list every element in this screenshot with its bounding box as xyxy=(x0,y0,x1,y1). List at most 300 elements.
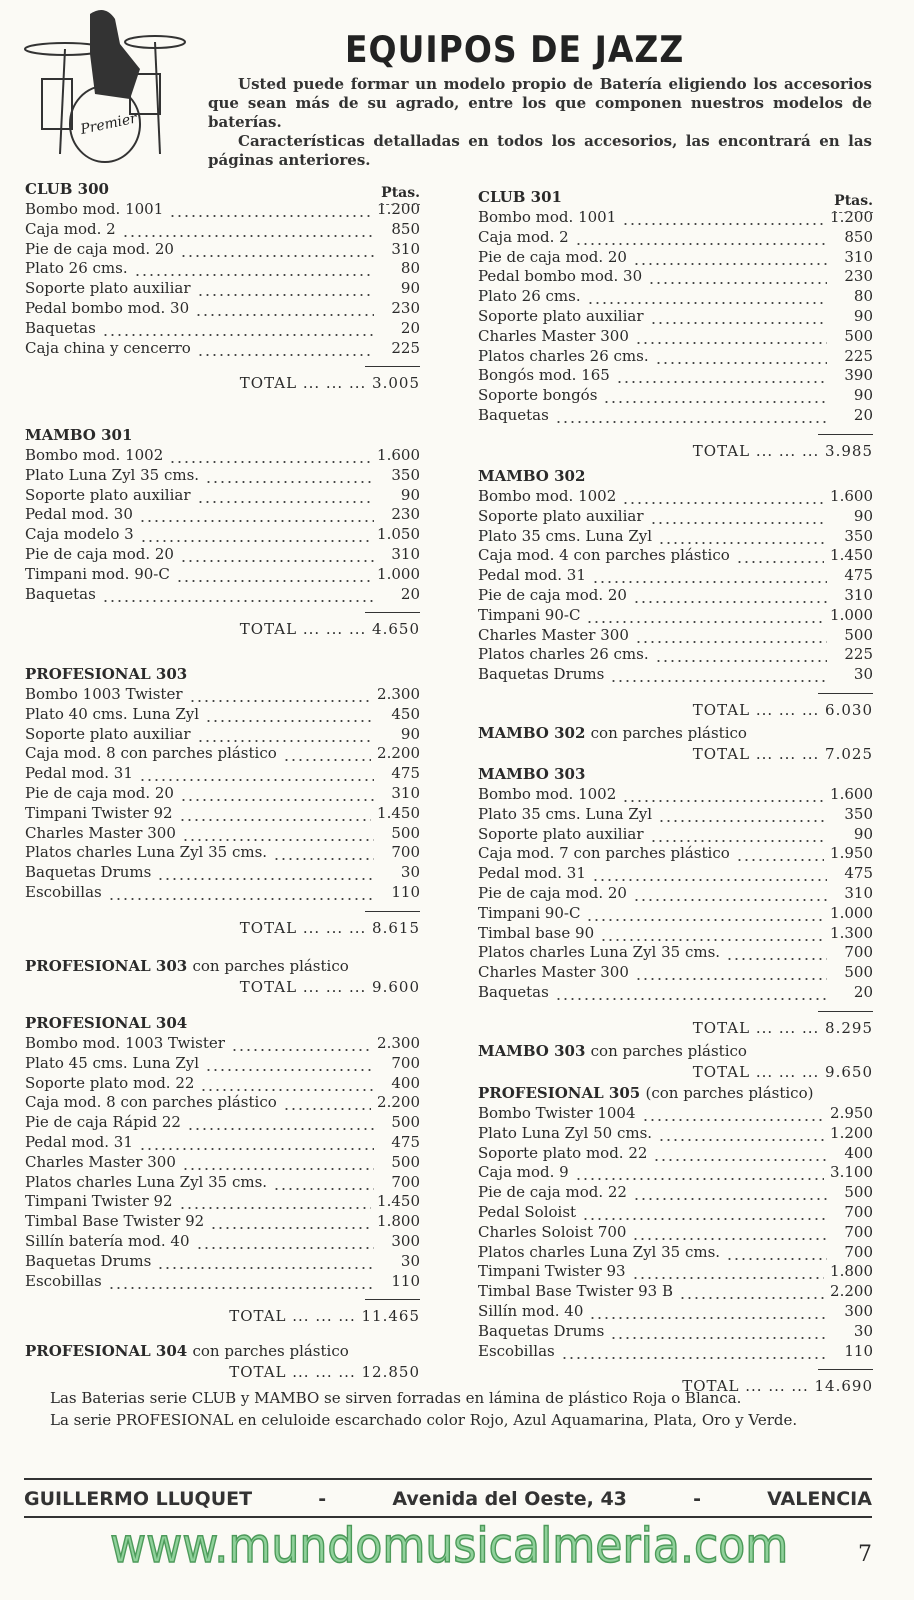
dot-leader xyxy=(726,943,827,963)
item-label: Baquetas Drums xyxy=(25,1251,152,1270)
dot-leader xyxy=(736,844,824,864)
item-price: 500 xyxy=(844,625,873,644)
item-label: Pedal bombo mod. 30 xyxy=(25,298,190,317)
item-label: Soporte bongós xyxy=(478,386,598,405)
dot-leader xyxy=(176,565,371,585)
item-price: 390 xyxy=(844,366,873,385)
table-row xyxy=(478,606,873,626)
drummer-illustration xyxy=(20,4,190,164)
item-price: 20 xyxy=(400,318,420,337)
price-section xyxy=(478,465,873,720)
table-row xyxy=(25,883,420,903)
item-price: 80 xyxy=(853,287,873,306)
dot-leader xyxy=(140,525,371,545)
item-price: 700 xyxy=(844,1222,873,1241)
item-label: Timpani 90-C xyxy=(478,903,581,922)
dot-leader xyxy=(102,319,374,339)
table-row xyxy=(478,645,873,665)
watermark: www.mundomusicalmeria.com xyxy=(110,1518,789,1574)
table-row xyxy=(478,844,873,864)
dot-leader xyxy=(658,527,827,547)
table-row xyxy=(478,1223,873,1243)
table-row xyxy=(25,545,420,565)
table-row xyxy=(25,764,420,784)
item-label: Caja mod. 7 con parches plástico xyxy=(478,844,730,863)
item-price: 225 xyxy=(844,346,873,365)
table-row xyxy=(25,200,420,220)
item-label: Charles Master 300 xyxy=(25,1152,176,1171)
item-label: Pie de caja mod. 20 xyxy=(25,544,174,563)
table-row xyxy=(25,240,420,260)
dot-leader xyxy=(231,1034,371,1054)
table-row xyxy=(478,386,873,406)
total-value: 9.650 xyxy=(825,1063,873,1081)
section-name: MAMBO 303 xyxy=(478,765,586,783)
table-row xyxy=(478,507,873,527)
item-price: 500 xyxy=(391,823,420,842)
item-label: Bombo mod. 1003 Twister xyxy=(25,1034,225,1052)
table-row xyxy=(25,486,420,506)
item-price: 2.300 xyxy=(377,685,420,703)
item-label: Plato 40 cms. Luna Zyl xyxy=(25,704,200,723)
item-price: 1.450 xyxy=(377,1192,420,1211)
dot-leader xyxy=(610,1322,827,1342)
item-label: Pie de caja mod. 20 xyxy=(25,783,174,802)
note-paragraph: Las Baterias serie CLUB y MAMBO se sirven forradas en lámina de plástico Roja o Blanca. xyxy=(50,1389,742,1407)
dot-leader xyxy=(205,466,374,486)
section-name: PROFESIONAL 304 xyxy=(25,1342,188,1360)
city: VALENCIA xyxy=(767,1488,872,1510)
total-rule xyxy=(818,434,873,435)
item-price: 850 xyxy=(844,227,873,246)
item-price: 225 xyxy=(844,645,873,664)
section-name: PROFESIONAL 303 xyxy=(25,665,188,683)
dot-leader xyxy=(195,299,374,319)
dot-leader xyxy=(622,487,824,507)
table-row xyxy=(25,319,420,339)
total-value: 9.600 xyxy=(372,978,420,996)
item-price: 300 xyxy=(391,1231,420,1250)
item-label: Bombo 1003 Twister xyxy=(25,685,183,703)
total-rule xyxy=(365,911,420,912)
total-row xyxy=(25,918,420,938)
dot-leader xyxy=(592,864,827,884)
table-row xyxy=(478,208,873,228)
price-section xyxy=(25,955,420,997)
dot-leader xyxy=(575,1163,824,1183)
item-price: 230 xyxy=(844,267,873,286)
item-price: 400 xyxy=(844,1143,873,1162)
total-label: TOTAL ... ... ... xyxy=(239,620,367,639)
item-label: Pedal mod. 31 xyxy=(25,1132,133,1151)
item-label: Baquetas xyxy=(478,405,549,424)
item-label: Baquetas Drums xyxy=(478,1321,605,1340)
dot-leader xyxy=(182,824,374,844)
intro-paragraph: Usted puede formar un modelo propio de Batería eligiendo los accesorios que sean más de su agrado, entre los que componen nuestros modelos de baterías. xyxy=(208,75,872,131)
dot-leader xyxy=(633,586,827,606)
item-price: 30 xyxy=(853,665,873,684)
table-row xyxy=(25,1212,420,1232)
item-price: 1.050 xyxy=(377,525,420,544)
item-price: 475 xyxy=(391,764,420,783)
dot-leader xyxy=(600,924,824,944)
dot-leader xyxy=(658,805,827,825)
total-label: TOTAL ... ... ... xyxy=(692,441,820,460)
item-price: 1.450 xyxy=(830,546,873,565)
dot-leader xyxy=(139,505,374,525)
section-name: MAMBO 302 xyxy=(478,467,586,485)
total-rule xyxy=(365,612,420,613)
item-price: 1.600 xyxy=(830,487,873,505)
section-name: MAMBO 302 xyxy=(478,724,586,742)
total-label: TOTAL ... ... ... xyxy=(239,374,367,393)
dot-leader xyxy=(200,1074,374,1094)
table-row xyxy=(478,1203,873,1223)
item-label: Bombo mod. 1002 xyxy=(25,446,164,464)
item-price: 475 xyxy=(844,566,873,585)
dot-leader xyxy=(210,1212,371,1232)
item-label: Timbal base 90 xyxy=(478,923,595,942)
item-label: Caja mod. 4 con parches plástico xyxy=(478,546,730,565)
item-label: Charles Master 300 xyxy=(478,625,629,644)
table-row xyxy=(25,705,420,725)
section-name: CLUB 301 xyxy=(478,188,562,206)
item-price: 700 xyxy=(391,1053,420,1072)
dot-leader xyxy=(102,585,374,605)
page-number: 7 xyxy=(858,1542,872,1567)
total-value: 8.295 xyxy=(825,1018,873,1037)
dot-leader xyxy=(610,665,827,685)
table-row xyxy=(478,487,873,507)
item-label: Platos charles Luna Zyl 35 cms. xyxy=(25,843,268,862)
price-section xyxy=(478,1040,873,1082)
table-row xyxy=(25,1173,420,1193)
dot-leader xyxy=(561,1342,827,1362)
item-label: Plato Luna Zyl 35 cms. xyxy=(25,465,200,484)
item-label: Pedal bombo mod. 30 xyxy=(478,267,643,286)
item-price: 1.600 xyxy=(377,446,420,464)
item-label: Pie de caja mod. 20 xyxy=(478,883,627,902)
table-row xyxy=(478,884,873,904)
item-price: 1.200 xyxy=(830,208,873,226)
dot-leader xyxy=(736,546,824,566)
table-row xyxy=(25,863,420,883)
item-price: 475 xyxy=(391,1132,420,1151)
item-price: 310 xyxy=(844,247,873,266)
dot-leader xyxy=(197,339,374,359)
table-row xyxy=(478,864,873,884)
total-label: TOTAL ... ... ... xyxy=(229,1307,356,1326)
table-row xyxy=(478,626,873,646)
item-label: Platos charles 26 cms. xyxy=(478,645,649,664)
item-label: Plato 35 cms. Luna Zyl xyxy=(478,526,653,545)
item-price: 30 xyxy=(400,863,420,882)
item-label: Baquetas xyxy=(25,584,96,603)
item-price: 230 xyxy=(391,505,420,524)
dot-leader xyxy=(180,784,374,804)
table-row xyxy=(25,339,420,359)
item-price: 1.000 xyxy=(377,564,420,583)
total-row xyxy=(478,441,873,461)
item-label: Pie de caja mod. 20 xyxy=(25,239,174,258)
item-label: Soporte plato auxiliar xyxy=(25,279,191,298)
section-subtitle: con parches plástico xyxy=(192,1342,349,1360)
price-section xyxy=(25,1012,420,1326)
dot-leader xyxy=(134,259,374,279)
dot-leader xyxy=(555,983,827,1003)
item-price: 3.100 xyxy=(830,1163,873,1182)
item-price: 90 xyxy=(853,306,873,325)
table-row xyxy=(25,843,420,863)
divider xyxy=(24,1478,872,1480)
dot-leader xyxy=(205,1054,374,1074)
item-label: Bongós mod. 165 xyxy=(478,366,610,385)
section-name: PROFESIONAL 303 xyxy=(25,957,188,975)
section-subtitle: con parches plástico xyxy=(590,724,747,742)
total-value: 14.690 xyxy=(814,1377,873,1396)
currency-header: Ptas. xyxy=(834,190,873,213)
table-row xyxy=(478,1243,873,1263)
section-title xyxy=(478,465,873,487)
item-label: Bombo mod. 1002 xyxy=(478,487,617,505)
table-row xyxy=(478,546,873,566)
item-price: 20 xyxy=(853,982,873,1001)
item-price: 850 xyxy=(391,219,420,238)
dot-leader xyxy=(283,1093,371,1113)
item-label: Baquetas xyxy=(478,982,549,1001)
price-section xyxy=(25,424,420,639)
dot-leader xyxy=(655,645,827,665)
total-label: TOTAL ... ... ... xyxy=(682,1377,809,1396)
table-row xyxy=(25,446,420,466)
dot-leader xyxy=(187,1113,374,1133)
item-label: Timbal Base Twister 93 B xyxy=(478,1282,673,1301)
item-price: 110 xyxy=(391,882,420,901)
item-price: 700 xyxy=(391,843,420,862)
item-price: 1.200 xyxy=(377,200,420,218)
item-label: Pedal mod. 31 xyxy=(478,566,586,585)
table-row xyxy=(25,466,420,486)
table-row xyxy=(25,1272,420,1292)
item-label: Soporte plato mod. 22 xyxy=(25,1073,195,1092)
item-price: 310 xyxy=(391,544,420,563)
item-price: 500 xyxy=(391,1152,420,1171)
premier-logo-text: Premier xyxy=(79,110,139,139)
notes xyxy=(24,1388,872,1432)
item-price: 700 xyxy=(844,943,873,962)
total-value: 6.030 xyxy=(825,700,873,719)
item-label: Platos charles 26 cms. xyxy=(478,346,649,365)
table-row xyxy=(478,785,873,805)
item-price: 500 xyxy=(844,963,873,982)
item-label: Escobillas xyxy=(25,882,102,901)
item-price: 2.200 xyxy=(377,744,420,763)
dot-leader xyxy=(592,566,827,586)
table-row xyxy=(25,1034,420,1054)
dot-leader xyxy=(555,406,827,426)
section-title xyxy=(25,1012,420,1034)
price-section xyxy=(478,763,873,1038)
item-label: Escobillas xyxy=(25,1271,102,1290)
table-row xyxy=(25,220,420,240)
item-label: Baquetas Drums xyxy=(478,665,605,684)
item-price: 2.300 xyxy=(377,1034,420,1052)
table-row xyxy=(478,983,873,1003)
item-label: Platos charles Luna Zyl 35 cms. xyxy=(478,1242,721,1261)
item-price: 2.200 xyxy=(377,1093,420,1112)
company-name: GUILLERMO LLUQUET xyxy=(24,1488,253,1510)
item-label: Timpani Twister 93 xyxy=(478,1262,626,1281)
table-row xyxy=(478,924,873,944)
table-row xyxy=(25,744,420,764)
dot-leader xyxy=(726,1243,827,1263)
item-label: Bombo Twister 1004 xyxy=(478,1104,636,1122)
dot-leader xyxy=(622,785,824,805)
dot-leader xyxy=(679,1282,824,1302)
dot-leader xyxy=(635,626,827,646)
dot-leader xyxy=(182,1153,374,1173)
table-row xyxy=(25,1133,420,1153)
item-label: Pedal mod. 31 xyxy=(478,864,586,883)
table-row xyxy=(478,1342,873,1362)
price-section xyxy=(478,186,873,461)
item-label: Bombo mod. 1001 xyxy=(25,200,164,218)
price-section xyxy=(25,178,420,393)
dot-leader xyxy=(180,545,374,565)
table-row xyxy=(25,1054,420,1074)
total-value: 7.025 xyxy=(825,745,873,763)
item-label: Caja mod. 2 xyxy=(478,227,569,246)
item-price: 90 xyxy=(400,485,420,504)
dot-leader xyxy=(157,1252,374,1272)
item-price: 2.200 xyxy=(830,1282,873,1301)
dot-leader xyxy=(655,347,827,367)
item-label: Baquetas xyxy=(25,318,96,337)
dot-leader xyxy=(635,327,827,347)
total-label: TOTAL ... ... ... xyxy=(692,745,820,763)
total-label: TOTAL ... ... ... xyxy=(692,700,820,719)
dot-leader xyxy=(139,1133,374,1153)
section-title xyxy=(478,1082,873,1104)
item-price: 90 xyxy=(853,386,873,405)
total-row xyxy=(25,1306,420,1326)
item-label: Pedal Soloist xyxy=(478,1202,577,1221)
table-row xyxy=(478,228,873,248)
dot-leader xyxy=(139,764,374,784)
dot-leader xyxy=(273,1173,374,1193)
item-label: Charles Master 300 xyxy=(25,823,176,842)
item-label: Bombo mod. 1002 xyxy=(478,785,617,803)
item-label: Timbal Base Twister 92 xyxy=(25,1212,205,1231)
item-label: Pie de caja mod. 20 xyxy=(478,247,627,266)
dot-leader xyxy=(633,884,827,904)
item-label: Caja mod. 8 con parches plástico xyxy=(25,1093,277,1112)
table-row xyxy=(478,1104,873,1124)
dot-leader xyxy=(632,1223,827,1243)
item-price: 20 xyxy=(400,584,420,603)
dot-leader xyxy=(197,486,374,506)
item-label: Soporte plato auxiliar xyxy=(25,485,191,504)
item-price: 20 xyxy=(853,405,873,424)
intro-text xyxy=(208,75,872,170)
section-title xyxy=(478,722,873,744)
item-price: 500 xyxy=(391,1113,420,1132)
item-price: 110 xyxy=(391,1271,420,1290)
item-label: Bombo mod. 1001 xyxy=(478,208,617,226)
section-title xyxy=(25,178,420,200)
table-row xyxy=(478,1302,873,1322)
dot-leader xyxy=(650,307,827,327)
section-subtitle: (con parches plástico) xyxy=(645,1084,814,1102)
dot-leader xyxy=(122,220,374,240)
dot-leader xyxy=(603,386,827,406)
dot-leader xyxy=(169,446,371,466)
item-label: Caja mod. 9 xyxy=(478,1163,569,1182)
price-section xyxy=(25,663,420,938)
table-row xyxy=(478,1124,873,1144)
item-price: 90 xyxy=(400,724,420,743)
table-row xyxy=(25,525,420,545)
table-row xyxy=(478,366,873,386)
table-row xyxy=(25,824,420,844)
item-price: 700 xyxy=(844,1242,873,1261)
dot-leader xyxy=(179,804,372,824)
table-row xyxy=(478,1183,873,1203)
item-label: Caja modelo 3 xyxy=(25,525,134,544)
dot-leader xyxy=(273,843,374,863)
item-price: 2.950 xyxy=(830,1104,873,1122)
table-row xyxy=(478,1144,873,1164)
item-price: 1.800 xyxy=(377,1212,420,1231)
dot-leader xyxy=(582,1203,827,1223)
table-row xyxy=(478,406,873,426)
item-label: Timpani 90-C xyxy=(478,605,581,624)
section-name: PROFESIONAL 304 xyxy=(25,1014,188,1032)
dot-leader xyxy=(575,228,827,248)
section-title xyxy=(25,955,420,977)
total-row xyxy=(478,700,873,720)
item-label: Plato 26 cms. xyxy=(25,259,128,278)
intro-paragraph: Características detalladas en todos los accesorios, las encontrará en las páginas anteriores. xyxy=(208,132,872,169)
dot-leader xyxy=(633,1183,827,1203)
total-value: 4.650 xyxy=(372,620,420,639)
dot-leader xyxy=(658,1124,824,1144)
item-price: 1.300 xyxy=(830,923,873,942)
total-row xyxy=(478,1018,873,1038)
table-row xyxy=(25,1192,420,1212)
item-price: 350 xyxy=(844,526,873,545)
item-price: 225 xyxy=(391,338,420,357)
item-label: Timpani Twister 92 xyxy=(25,803,173,822)
item-price: 400 xyxy=(391,1073,420,1092)
item-price: 30 xyxy=(853,1321,873,1340)
table-row xyxy=(478,1262,873,1282)
table-row xyxy=(25,505,420,525)
table-row xyxy=(25,725,420,745)
table-row xyxy=(25,1232,420,1252)
total-label: TOTAL ... ... ... xyxy=(692,1018,820,1037)
table-row xyxy=(25,279,420,299)
dot-leader xyxy=(589,1302,827,1322)
item-price: 700 xyxy=(391,1172,420,1191)
item-price: 1.000 xyxy=(830,903,873,922)
dot-leader xyxy=(197,725,374,745)
item-label: Soporte plato mod. 22 xyxy=(478,1143,648,1162)
item-price: 350 xyxy=(844,804,873,823)
table-row xyxy=(478,527,873,547)
dot-leader xyxy=(633,248,827,268)
address: Avenida del Oeste, 43 xyxy=(392,1488,627,1510)
